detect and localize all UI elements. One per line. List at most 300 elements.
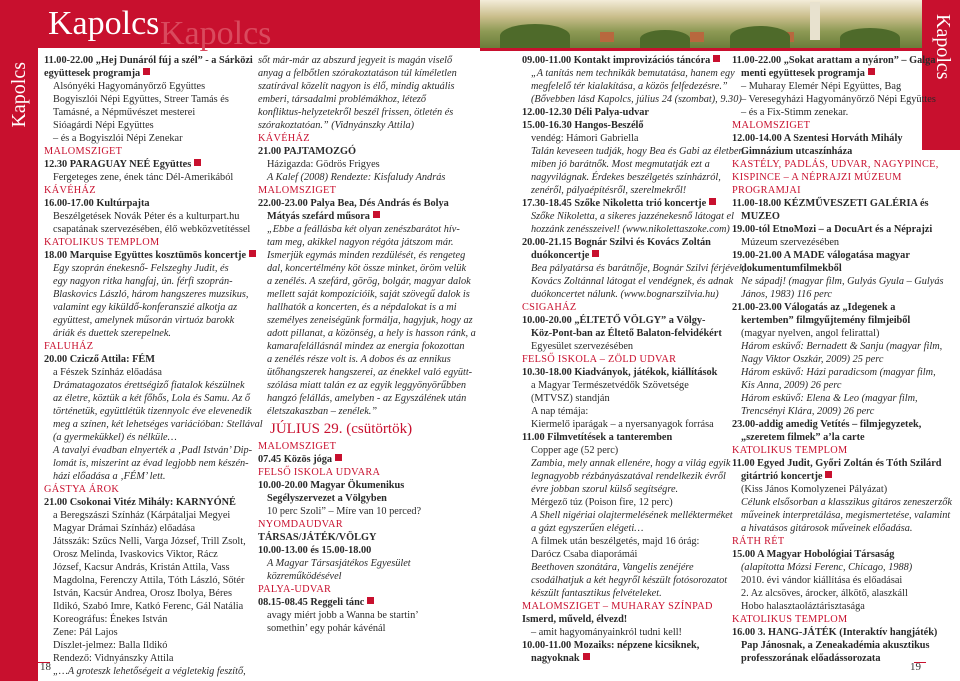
program-line-text: A Magyar Társasjátékos Egyesület [267,558,411,569]
program-line-text: életszakaszban – zenélek.” [267,406,378,417]
program-line-text: menti együttesek programja [741,68,865,79]
program-line-text: A filmek után beszélgetés, majd 16 órág: [531,536,700,547]
program-line-text: Házigazda: Gödrös Frigyes [267,159,380,170]
program-line-text: anyag a felbőtlen szórakoztatáson túl kíméletlen [258,68,457,79]
program-line-text: mellett saját kompozícióik, saját szövegű dalok is [267,289,470,300]
program-line [732,496,952,509]
program-line-text: 19.00-21.00 A MADE válogatása magyar [732,250,910,261]
program-line-text: a Fészek Színház előadása [53,367,162,378]
tree-graphic [730,26,790,48]
program-line [44,262,252,275]
program-line-text: MALOMSZIGET [732,120,811,131]
program-line-text: közreműködésével [267,571,342,582]
program-line [258,327,476,340]
program-line-text: Ildikó, Szabó Imre, Katkó Ferenc, Gál Natália [53,601,244,612]
venue-heading [258,583,472,596]
program-line-text: műveinek interpretálása, megismertetése, valamint [741,510,951,521]
program-line-text: 17.30-18.45 Szőke Nikoletta trió koncertje [522,198,707,209]
program-line-text: – és a Bogyiszlói Népi Zenekar [53,133,183,144]
program-line [522,444,728,457]
program-line [44,431,252,444]
program-line [522,288,728,301]
program-line [732,405,922,418]
program-line-text: 11.00 Egyed Judit, Győri Zoltán és Tóth Szilárd [732,458,942,469]
venue-heading [44,184,252,197]
program-line-text: együttest, amelynek műsorán virtuóz barokk [53,315,235,326]
program-line [44,639,252,652]
red-square-marker-icon [592,250,599,257]
program-line [522,548,728,561]
side-tab-right [922,0,960,150]
program-line [522,509,733,522]
red-square-marker-icon [335,454,342,461]
red-square-marker-icon [367,597,374,604]
program-line [44,54,252,67]
program-line [44,366,252,379]
program-line-text: Célunk elsősorban a klasszikus gitáros zeneszerzők [741,497,952,508]
program-line [44,327,252,340]
header-photo-village [480,0,960,48]
program-line [732,301,922,314]
program-line [522,54,728,67]
program-line-text: hallhatók a koncerten, és a népdalokat is a mi [267,302,457,313]
program-line-text: 11.00-18.00 KÉZMŰVESZETI GALÉRIA és [732,198,929,209]
program-line-text: emberi, társadalmi problémákhoz, létező [258,94,427,105]
program-line [522,496,728,509]
program-line [732,197,929,210]
program-line-text: meg a színen, két lehetséges variációban: Stellával [53,419,263,430]
program-line [44,223,252,236]
program-line [732,275,944,288]
program-line [522,197,728,210]
program-line [44,509,252,522]
program-line [258,570,472,583]
program-line-text: Mátyás szefárd műsora [267,211,370,222]
venue-heading [522,353,728,366]
program-line-text: Egy szoprán énekesnő- Felszeghy Judit, és [53,263,229,274]
program-line [522,561,728,574]
tree-graphic [840,28,900,48]
program-line-text: (alapította Mózsi Ferenc, Chicago, 1988) [741,562,913,573]
program-line [732,418,922,431]
program-line [732,483,922,496]
program-line-text: (a gyermekükkel) és nélküle… [53,432,177,443]
program-line-text: Sióagárdi Népi Együttes [53,120,154,131]
program-line [522,327,728,340]
venue-heading [732,613,922,626]
program-line [258,106,472,119]
program-line-text: gitártrió koncertje [741,471,823,482]
program-line [732,106,922,119]
program-line [44,626,252,639]
program-line [732,236,922,249]
program-line-text: évre jobban szorul külső segítségre. [531,484,679,495]
program-line [258,353,472,366]
program-line-text: KATOLIKUS TEMPLOM [732,614,848,625]
program-line-text: Tamásné, a Népművészet mesterei [53,107,196,118]
program-line-text: kertemben” filmgyűjtemény filmjeiből [741,315,911,326]
program-line [522,93,742,106]
venue-heading [44,483,252,496]
program-line-text: 23.00-addig amedig Vetítés – filmjegyzetek, [732,419,922,430]
program-line-text: 20.00-21.15 Bognár Szilvi és Kovács Zoltán [522,237,711,248]
program-line-text: – és a Fix-Stimm zenekar. [741,107,849,118]
program-line-text: 19.00-tól EtnoMozi – a DocuArt és a Néprajzi [732,224,933,235]
venue-heading [44,145,252,158]
program-line-text: FELSŐ ISKOLA – ZÖLD UDVAR [522,354,677,365]
program-line-text: Trencsényi Klára, 2009) 26 perc [741,406,875,417]
program-line [522,67,735,80]
header-ghost-title: Kapolcs [160,15,272,52]
program-line [732,67,922,80]
venue-heading [270,420,472,439]
program-line-text: 2. Az alcsöves, árocker, álkötő, alaszkáll [741,588,908,599]
program-line-text: 11.00 Filmvetítések a tanteremben [522,432,673,443]
program-line [44,106,252,119]
program-line [258,453,472,466]
program-line [44,470,252,483]
program-line-text: KATOLIKUS TEMPLOM [44,237,160,248]
program-line-text: NYOMDAUDVAR [258,519,343,530]
program-line-text: Beszélgetések Novák Péter és a kulturpart.hu [53,211,240,222]
program-line [522,210,734,223]
program-line [732,145,922,158]
program-column-4 [732,54,952,665]
program-line-text: Orosz Melinda, Ivaskovics Viktor, Rácz [53,549,218,560]
program-line-text: Szőke Nikoletta, a sikeres jazzénekesnő látogat el [531,211,734,222]
program-line-text: MALOMSZIGET [258,185,337,196]
program-line-text: 16.00-17.00 Kultúrpajta [44,198,150,209]
program-line [732,327,922,340]
program-line [522,535,728,548]
program-line-text: KATOLIKUS TEMPLOM [732,445,848,456]
program-line-text: megfelelő tér kialakítása, a közös felfedezésre.” [531,81,728,92]
program-line-text: Magdolna, Ferenczy Attila, Tóth László, Sőtér [53,575,245,586]
program-line [522,106,728,119]
program-line-text: „Ebbe a feállásba két olyan zenészbarátot hív- [267,224,460,235]
program-line-text: 10.00-20.00 „ÉLTETŐ VÖLGY” a Völgy- [522,315,706,326]
program-line-text: duókoncertje [531,250,590,261]
program-line [258,622,472,635]
program-line-text: készült fantasztikus felvételeket. [531,588,662,599]
program-line-text: Bogyiszlói Népi Együttes, Streer Tamás és [53,94,229,105]
header-rule-right [480,48,960,51]
program-line [732,314,922,327]
program-line [44,132,252,145]
program-line-text: 21.00 Csokonai Vitéz Mihály: KARNYÓNÉ [44,497,236,508]
program-line-text: dal, koncertélmény köt össze minket, öröm velük [267,263,467,274]
program-line-text: Köz-Pont-ban az Éltető Balaton-felvidékért [531,328,722,339]
program-line-text: Kiermelő iparágak – a nyersanyagok forrása [531,419,714,430]
venue-heading [258,132,472,145]
program-line-text: történetük, együttlétük tizennyolc éve elevenedik [53,406,252,417]
program-line-text: MALOMSZIGET [44,146,123,157]
program-line [44,392,252,405]
program-column-1 [44,54,263,678]
program-line-text: 10.00-11.00 Mozaiks: népzene kicsiknek, [522,640,700,651]
program-line [522,145,744,158]
program-line-text: tam meg, akikkel nagyon régóta játszom már. [267,237,454,248]
program-line [44,379,252,392]
program-line-text: Ne sápadj! (magyar film, Gulyás Gyula – Gulyás [741,276,944,287]
program-line [522,626,728,639]
program-line [732,262,922,275]
program-line-text: – Veresegyházi Hagyományőrző Népi Együttes [741,94,936,105]
program-line-text: Pap Jánosnak, a Zeneakadémia akusztikus [741,640,930,651]
program-line [522,262,745,275]
program-line-text: JÚLIUS 29. (csütörtök) [270,421,413,437]
program-line [732,457,942,470]
header-banner-left [0,0,480,52]
program-line [522,132,728,145]
program-line-text: Talán keveseen tudják, hogy Bea és Gabi az életben [531,146,744,157]
program-line-text: PALYA-UDVAR [258,584,332,595]
program-line [522,184,728,197]
program-line-text: Darócz Csaba diaporámái [531,549,638,560]
church-tower-graphic [810,2,820,40]
header-title: Kapolcs [48,5,160,42]
program-line [44,561,252,574]
program-line-text: Hobo halasztaoláztárisztasága [741,601,865,612]
program-line [258,210,472,223]
program-line-text: Koreográfus: Énekes István [53,614,168,625]
program-line-text: Gimnázium utcaszínháza [741,146,853,157]
program-line-text: nagyvilágnak. Érdekes beszélgetés színházról, [531,172,721,183]
program-line-text: 12.00-14.00 A Szentesi Horváth Mihály [732,133,903,144]
program-line [258,249,472,262]
program-line [44,210,252,223]
program-line-text: Három esküvő: Házi paradicsom (magyar film, [741,367,936,378]
program-line [258,314,472,327]
program-line-text: GÁSTYA ÁROK [44,484,120,495]
program-line [44,535,252,548]
program-line [44,93,252,106]
program-line [732,210,922,223]
program-line [258,223,472,236]
tree-graphic [640,30,690,48]
program-line [44,665,252,678]
program-line-text: Egyesület szervezésében [531,341,634,352]
program-line-text: lomát is, miszerint az évad legjobb nem készén- [53,458,249,469]
program-line [258,54,472,67]
program-line-text: hangzó felállás, amelyben - az Egyszálének után [267,393,467,404]
program-line-text: 16.00 3. HANG-JÁTÉK (Interaktív hangjáték) [732,627,938,638]
program-line-text: Kis Anna, 2009) 26 perc [741,380,842,391]
program-line [732,132,922,145]
program-line [522,275,734,288]
program-line [522,119,728,132]
program-line-text: a gázt egyszerűen elégeti… [531,523,644,534]
program-line [258,301,472,314]
program-line-text: MALOMSZIGET – MUHARAY SZÍNPAD [522,601,713,612]
program-line-text: 21.00-23.00 Válogatás az „Idegenek a [732,302,896,313]
program-line-text: valamint egy kiküldő-konferanszié alkotja az [53,302,238,313]
program-line [258,405,472,418]
program-line [44,652,252,665]
roof-graphic [600,32,614,42]
program-line [732,379,922,392]
program-line-text: 20.00 Czicző Attila: FÉM [44,354,155,365]
program-line-text: Rendező: Vidnyánszky Attila [53,653,174,664]
program-line-text: csodálhatjuk a két hegyről készült fotósorozatot [531,575,728,586]
venue-heading [732,158,939,171]
page-number-right: 19 [910,661,921,673]
red-square-marker-icon [825,471,832,478]
tree-graphic [500,24,570,48]
program-line-text: professzorának előadássorozata [741,653,881,664]
roof-graphic [690,32,704,42]
program-line-text: CSIGAHÁZ [522,302,577,313]
program-line [522,431,728,444]
side-tab-left-label: Kapolcs [8,62,30,128]
program-line [732,574,922,587]
program-line-text: Zene: Pál Lajos [53,627,118,638]
program-line [522,366,728,379]
program-line-text: a hivatásos gitárosok műveinek előadása. [741,523,913,534]
program-line-text: MUZEO [741,211,780,222]
program-line [522,457,731,470]
program-line [258,392,472,405]
program-line-text: József, Kacsur András, Kristán Attila, Vass [53,562,230,573]
venue-heading [522,301,728,314]
program-line [732,80,922,93]
page-number-left: 18 [40,661,51,673]
program-line [44,444,252,457]
program-line-text: 10.30-18.00 Kiadványok, játékok, kiállítások [522,367,718,378]
side-tab-left [0,48,38,681]
red-square-marker-icon [583,653,590,660]
program-line-text: (Kiss János Komolyzenei Pályázat) [741,484,888,495]
program-line-text: áriák és duettek szerepelnek. [53,328,171,339]
program-line [522,223,728,236]
program-line [522,249,728,262]
program-line [44,249,252,262]
program-line [258,479,472,492]
program-line [258,158,472,171]
program-line [258,379,472,392]
program-line-text: nagyoknak [531,653,580,664]
program-line [522,574,728,587]
program-line-text: egy nagyon ritka hangfaj, ún. férfi szoprán- [53,276,233,287]
program-line [522,314,728,327]
venue-heading [732,444,922,457]
side-tab-right-label: Kapolcs [932,14,954,80]
program-line-text: zenéről, pályaépítésről, szerelmekről! [531,185,687,196]
program-line [522,652,728,665]
program-line [258,197,472,210]
venue-heading [258,466,472,479]
program-line-text: Játsszák: Szűcs Nelli, Varga József, Trill Zsolt, [53,536,246,547]
venue-heading [522,600,728,613]
program-line-text: FALUHÁZ [44,341,94,352]
program-line-text: János, 1983) 116 perc [741,289,832,300]
program-line [522,470,728,483]
program-line-text: FELSŐ ISKOLA UDVARA [258,467,381,478]
program-line-text: Beethoven szonátára, Vangelis zenéjére [531,562,694,573]
program-line [732,587,922,600]
program-line-text: ütőhangszerek hangszerei, az énekkel való együtt- [267,367,473,378]
program-line [522,340,728,353]
red-square-marker-icon [143,68,150,75]
program-line-text: konfliktus-helyzetekről beszél frissen, ötletén és [258,107,454,118]
program-line [258,93,472,106]
program-column-3 [522,54,745,665]
program-line-text: Három esküvő: Elena & Leo (magyar film, [741,393,918,404]
program-line [732,249,922,262]
program-line-text: 2010. évi vándor kiállítása és előadásai [741,575,903,586]
program-line [44,548,252,561]
program-line-text: dokumentumfilmekből [741,263,842,274]
red-square-marker-icon [709,198,716,205]
program-line-text: A Shell nigériai olajtermelésének mellékterméket [531,510,733,521]
program-line [522,405,728,418]
program-line-text: somethin’ egy pohár kávénál [267,623,386,634]
program-line [44,288,252,301]
program-line [258,145,472,158]
program-line-text: 07.45 Közös jóga [258,454,333,465]
program-line-text: KÁVÉHÁZ [44,185,96,196]
program-line [522,158,728,171]
venue-heading [44,236,252,249]
program-line-text: Blaskovics László, három hangszeres muzsikus, [53,289,249,300]
program-line-text: Bea pályatársa és barátnője, Bognár Szilvi férjével, [531,263,745,274]
program-line-text: Három esküvő: Bernadett & Sanju (magyar film, [741,341,943,352]
program-line [44,314,252,327]
program-line-text: avagy miért jobb a Wanna be startin’ [267,610,419,621]
program-line-text: a zenélés része volt is. A dobos és az ennikus [267,354,451,365]
program-line-text: 15.00-16.30 Hangos-Beszélő [522,120,644,131]
program-line-text: Múzeum szervezésében [741,237,840,248]
program-line-text: Alsónyéki Hagyományőrző Együttes [53,81,206,92]
program-column-2 [258,54,476,635]
program-line-text: vendég: Hámori Gabriella [531,133,639,144]
program-line [44,574,252,587]
program-line-text: Copper age (52 perc) [531,445,619,456]
right-page [480,0,960,681]
program-line-text: Segélyszervezet a Völgyben [267,493,387,504]
program-line [732,353,922,366]
program-line [522,639,728,652]
program-line [522,613,728,626]
program-line [732,522,922,535]
program-line-text: legnagyobb rézbányászatával rendelkezik évről [531,471,726,482]
program-line-text: a zenélés. A szefárd, görög, bolgár, magyar dalok [267,276,471,287]
program-line-text: A tavalyi évadban elnyerték a ‚Padl István’ Dip- [53,445,253,456]
program-line-text: A Kalef (2008) Rendezte: Kisfaludy András [267,172,446,183]
program-line [732,54,936,67]
program-line [732,93,936,106]
program-line-text: 10.00-13.00 és 15.00-18.00 [258,545,372,556]
program-line-text: 12.30 PARAGUAY NEÉ Együttes [44,159,192,170]
program-line-text: 10 perc Szoli” – Míre van 10 perced? [267,506,422,517]
program-line-text: Drámatagozatos érettségiző fiatalok készülnek [53,380,245,391]
program-line [522,80,728,93]
program-line-text: – amit hagyományainkról tudni kell! [531,627,682,638]
program-line [258,340,472,353]
program-line-text: TÁRSAS/JÁTÉK/VÖLGY [258,532,377,543]
program-line [258,236,472,249]
program-line-text: (MTVSZ) standján [531,393,610,404]
program-line-text: A nap témája: [531,406,589,417]
program-line [258,596,472,609]
program-line-text: 21.00 PAJTAMOZGÓ [258,146,357,157]
program-line [732,561,922,574]
program-line-text: Ismerd, műveld, élvezd! [522,614,628,625]
program-line [522,587,728,600]
program-line [44,197,252,210]
program-line-text: hozzánk zenésszeivel! (www.nikolettaszoke.com) [531,224,730,235]
program-line [258,288,472,301]
